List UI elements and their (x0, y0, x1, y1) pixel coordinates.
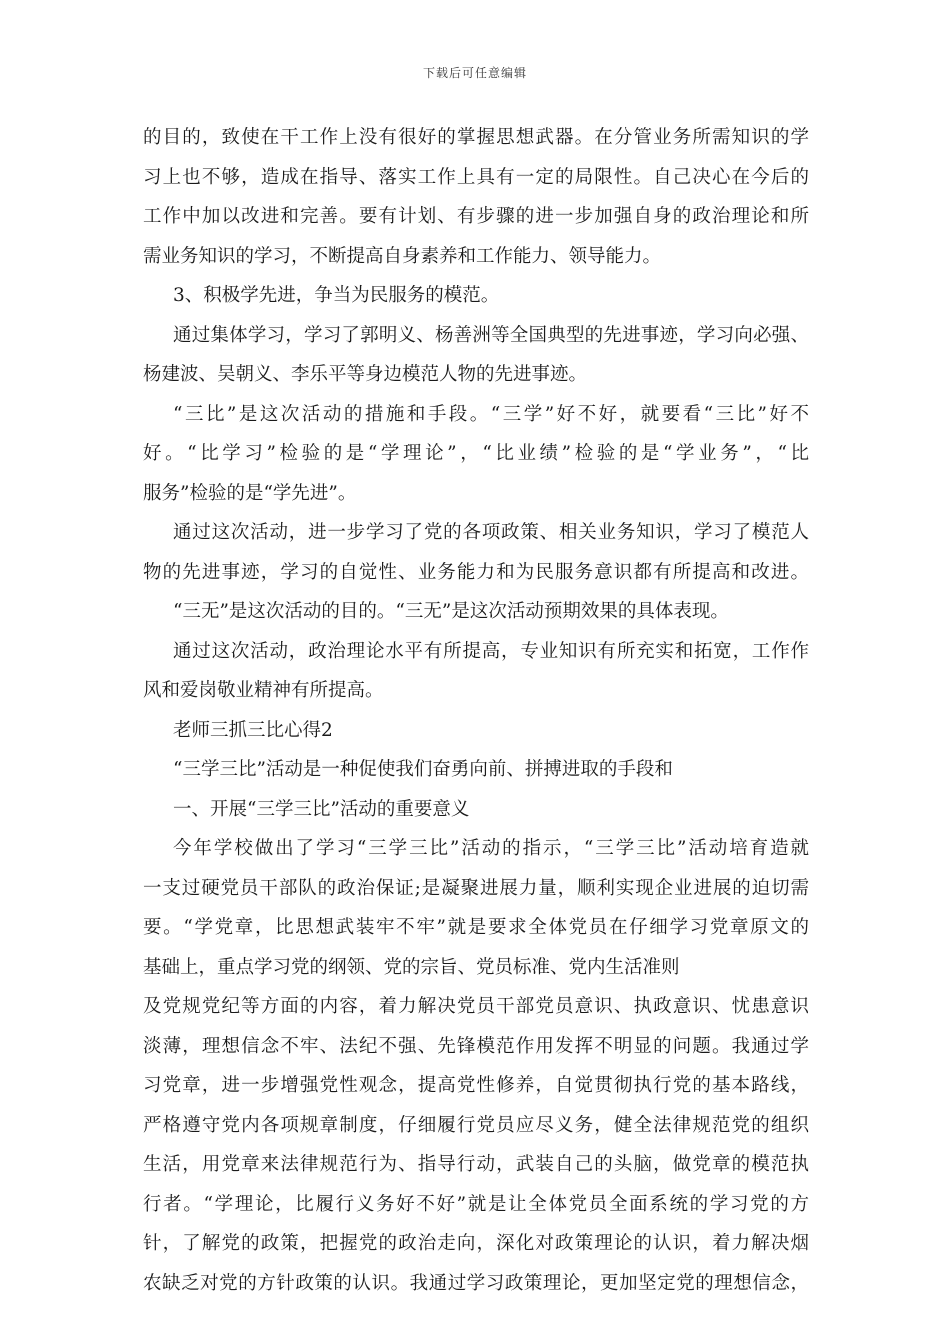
text-line: 要。“学党章，比思想武装牢不牢”就是要求全体党员在仔细学习党章原文的 (143, 917, 809, 938)
text-line: 工作中加以改进和完善。要有计划、有步骤的进一步加强自身的政治理论和所 (143, 206, 809, 227)
text-line: 通过这次活动，进一步学习了党的各项政策、相关业务知识，学习了模范人 (173, 522, 809, 543)
text-line: 杨建波、吴朝义、李乐平等身边模范人物的先进事迹。 (143, 364, 588, 385)
text-line: 通过集体学习，学习了郭明义、杨善洲等全国典型的先进事迹，学习向必强、 (173, 324, 809, 346)
page-header: 下载后可任意编辑 (422, 66, 527, 80)
text-line: 服务”检验的是“学先进”。 (143, 482, 357, 504)
text-line: 基础上，重点学习党的纲领、党的宗旨、党员标准、党内生活准则 (143, 956, 680, 978)
text-line: 行者。“学理论，比履行义务好不好”就是让全体党员全面系统的学习党的方 (143, 1193, 809, 1215)
text-line: 习上也不够，造成在指导、落实工作上具有一定的局限性。自己决心在今后的 (143, 166, 809, 188)
text-line: 严格遵守党内各项规章制度，仔细履行党员应尽义务，健全法律规范党的组织 (143, 1114, 809, 1136)
text-line: 需业务知识的学习，不断提高自身素养和工作能力、领导能力。 (143, 245, 662, 267)
text-line: 针，了解党的政策，把握党的政治走向，深化对政策理论的认识，着力解决烟 (143, 1233, 809, 1254)
text-line: 通过这次活动，政治理论水平有所提高，专业知识有所充实和拓宽，工作作 (173, 640, 809, 662)
text-line: “三比”是这次活动的措施和手段。“三学”好不好，就要看“三比”好不 (173, 403, 809, 425)
text-line: 农缺乏对党的方针政策的认识。我通过学习政策理论，更加坚定党的理想信念， (143, 1272, 809, 1294)
text-line: 好。“比学习”检验的是“学理论”，“比业绩”检验的是“学业务”，“比 (143, 443, 809, 464)
text-line: 习党章，进一步增强党性观念，提高党性修养，自觉贯彻执行党的基本路线， (143, 1075, 809, 1096)
text-line: 老师三抓三比心得2 (173, 719, 333, 741)
text-line: 风和爱岗敬业精神有所提高。 (143, 680, 384, 701)
text-line: 今年学校做出了学习“三学三比”活动的指示，“三学三比”活动培育造就 (173, 838, 809, 859)
text-line: 一、开展“三学三比”活动的重要意义 (173, 798, 470, 820)
text-line: 及党规党纪等方面的内容，着力解决党员干部党员意识、执政意识、忧患意识 (143, 996, 809, 1017)
text-line: 物的先进事迹，学习的自觉性、业务能力和为民服务意识都有所提高和改进。 (143, 561, 809, 583)
text-line: 淡薄，理想信念不牢、法纪不强、先锋模范作用发挥不明显的问题。我通过学 (143, 1035, 809, 1057)
text-line: 一支过硬党员干部队的政治保证;是凝聚进展力量，顺利实现企业进展的迫切需 (143, 877, 809, 899)
text-line: 的目的，致使在干工作上没有很好的掌握思想武器。在分管业务所需知识的学 (143, 127, 809, 148)
text-line: 3、积极学先进，争当为民服务的模范。 (173, 285, 500, 306)
text-line: “三无”是这次活动的目的。“三无”是这次活动预期效果的具体表现。 (173, 601, 729, 622)
text-line: “三学三比”活动是一种促使我们奋勇向前、拼搏进取的手段和 (173, 759, 673, 780)
text-line: 生活，用党章来法律规范行为、指导行动，武装自己的头脑，做党章的模范执 (143, 1154, 809, 1175)
document-body (143, 118, 809, 1303)
